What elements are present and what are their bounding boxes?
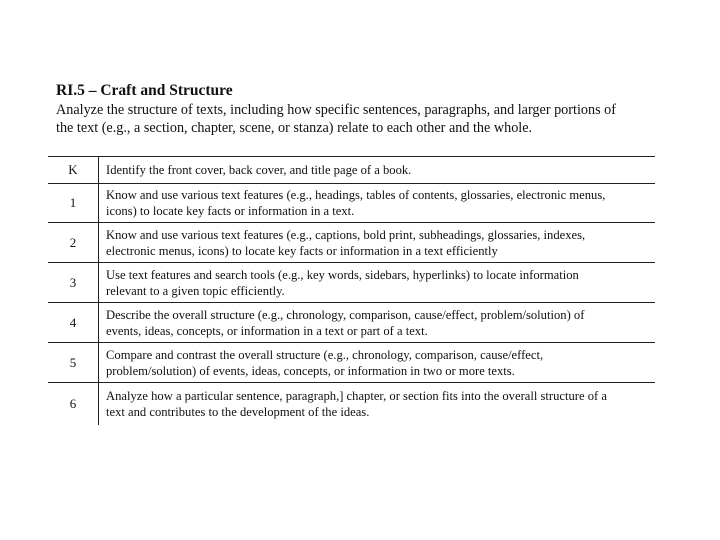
description-cell — [99, 303, 656, 343]
description-line: icons) to locate key facts or information in a text. — [106, 204, 355, 218]
description-cell — [99, 223, 656, 263]
description-line: Identify the front cover, back cover, and title page of a book. — [106, 163, 412, 177]
table-row — [48, 157, 655, 184]
grade-cell: 2 — [48, 223, 99, 263]
description-cell — [99, 263, 656, 303]
description-line: text and contributes to the development of the ideas. — [106, 404, 370, 419]
description-cell — [99, 157, 656, 184]
table-row — [48, 223, 655, 263]
standard-description — [56, 101, 656, 137]
description-line: Analyze how a particular sentence, paragraph,] chapter, or section fits into the overall structure of a — [106, 388, 607, 403]
table-row — [48, 263, 655, 303]
description-line: events, ideas, concepts, or information in a text or part of a text. — [106, 323, 428, 338]
description-cell — [99, 383, 656, 425]
table-row — [48, 343, 655, 383]
grade-progression-table — [48, 156, 655, 425]
description-line: electronic menus, icons) to locate key facts or information in a text efficiently — [106, 243, 498, 258]
standard-title: RI.5 – Craft and Structure — [56, 82, 233, 99]
description-line: Describe the overall structure (e.g., chronology, comparison, cause/effect, problem/solution) of — [106, 307, 585, 322]
description-line: problem/solution) of events, ideas, concepts, or information in two or more texts. — [106, 363, 515, 378]
description-line: Use text features and search tools (e.g., key words, sidebars, hyperlinks) to locate information — [106, 267, 579, 282]
grade-cell: 1 — [48, 184, 99, 223]
description-line: Compare and contrast the overall structure (e.g., chronology, comparison, cause/effect, — [106, 347, 544, 362]
description-line: relevant to a given topic efficiently. — [106, 283, 285, 298]
description-cell — [99, 343, 656, 383]
table-row — [48, 303, 655, 343]
description-cell — [99, 184, 656, 223]
grade-cell: 4 — [48, 303, 99, 343]
table-row — [48, 383, 655, 425]
description-line: Know and use various text features (e.g., captions, bold print, subheadings, glossaries, indexes, — [106, 227, 586, 242]
grade-cell: K — [48, 157, 99, 184]
standard-description-line: Analyze the structure of texts, including how specific sentences, paragraphs, and larger portions of — [56, 102, 616, 118]
grade-cell: 6 — [48, 383, 99, 425]
description-line: Know and use various text features (e.g., headings, tables of contents, glossaries, electronic menus, — [106, 188, 606, 202]
grade-cell: 5 — [48, 343, 99, 383]
grade-cell: 3 — [48, 263, 99, 303]
table-row — [48, 184, 655, 223]
standard-description-line: the text (e.g., a section, chapter, scene, or stanza) relate to each other and the whole. — [56, 120, 533, 136]
